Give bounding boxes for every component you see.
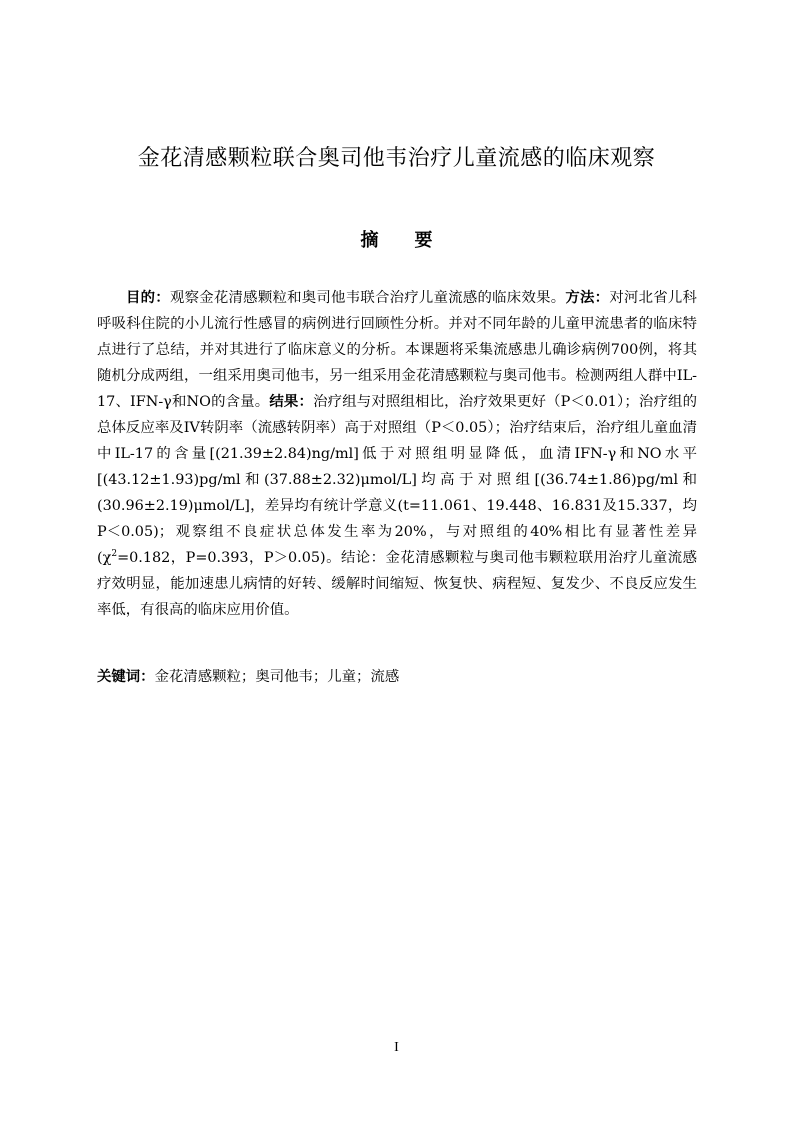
- paper-title: 金花清感颗粒联合奥司他韦治疗儿童流感的临床观察: [137, 146, 656, 171]
- objective-text: 观察金花清感颗粒和奥司他韦联合治疗儿童流感的临床效果。: [169, 290, 566, 306]
- objective-label: 目的: [126, 290, 156, 306]
- abstract-heading: [0, 228, 793, 254]
- keywords-text: 金花清感颗粒；奥司他韦；儿童；流感: [154, 669, 400, 685]
- result-text-a: 治疗组与对照组相比，治疗效果更好（P＜0.01）；治疗组的总体反应率及IV转阴率（流感转阴率）高于对照组（P＜0.05）；治疗结束后，治疗组儿童血清中IL-17的含量[(21.39±2.84)ng/ml]低于对照组明显降低，血清IFN-γ和NO水平[(43.12±1.93)pg/ml和(37.88±2.32)μmol/L]均高于对照组[(36.74±1.86)pg/ml和(30.96±2.19)μmol/L]，差异均有统计学意义(t=11.061、19.448、16.831及15.337，均P＜0.05)；观察组不良症状总体发生率为20%，与对照组的40%相比有显著性差异(χ: [97, 394, 697, 566]
- method-separator: ：: [594, 290, 610, 306]
- method-label: 方法: [565, 290, 595, 306]
- objective-separator: ：: [155, 290, 170, 306]
- result-separator: ：: [298, 394, 314, 410]
- keywords-label: 关键词：: [97, 669, 155, 685]
- keywords-line: [97, 664, 697, 690]
- page-number: I: [394, 1040, 399, 1055]
- abstract-heading-char2: 要: [414, 230, 433, 251]
- result-text-b: =0.182，P=0.393，P＞0.05)。: [117, 550, 341, 566]
- abstract-heading-char1: 摘: [360, 230, 379, 251]
- conclusion-text: 结论：金花清感颗粒与奥司他韦颗粒联用治疗儿童流感疗效明显，能加速患儿病情的好转、缓解时间缩短、恢复快、病程短、复发少、不良反应发生率低，有很高的临床应用价值。: [97, 550, 697, 618]
- abstract-body: [97, 285, 697, 623]
- chi-square-superscript: 2: [111, 549, 118, 560]
- method-text: 对河北省儿科呼吸科住院的小儿流行性感冒的病例进行回顾性分析。并对不同年龄的儿童甲流患者的临床特点进行了总结，并对其进行了临床意义的分析。本课题将采集流感患儿确诊病例700例，将其随机分成两组，一组采用奥司他韦，另一组采用金花清感颗粒与奥司他韦。检测两组人群中IL-17、IFN-γ和NO的含量。: [97, 290, 697, 410]
- result-label: 结果: [269, 394, 299, 410]
